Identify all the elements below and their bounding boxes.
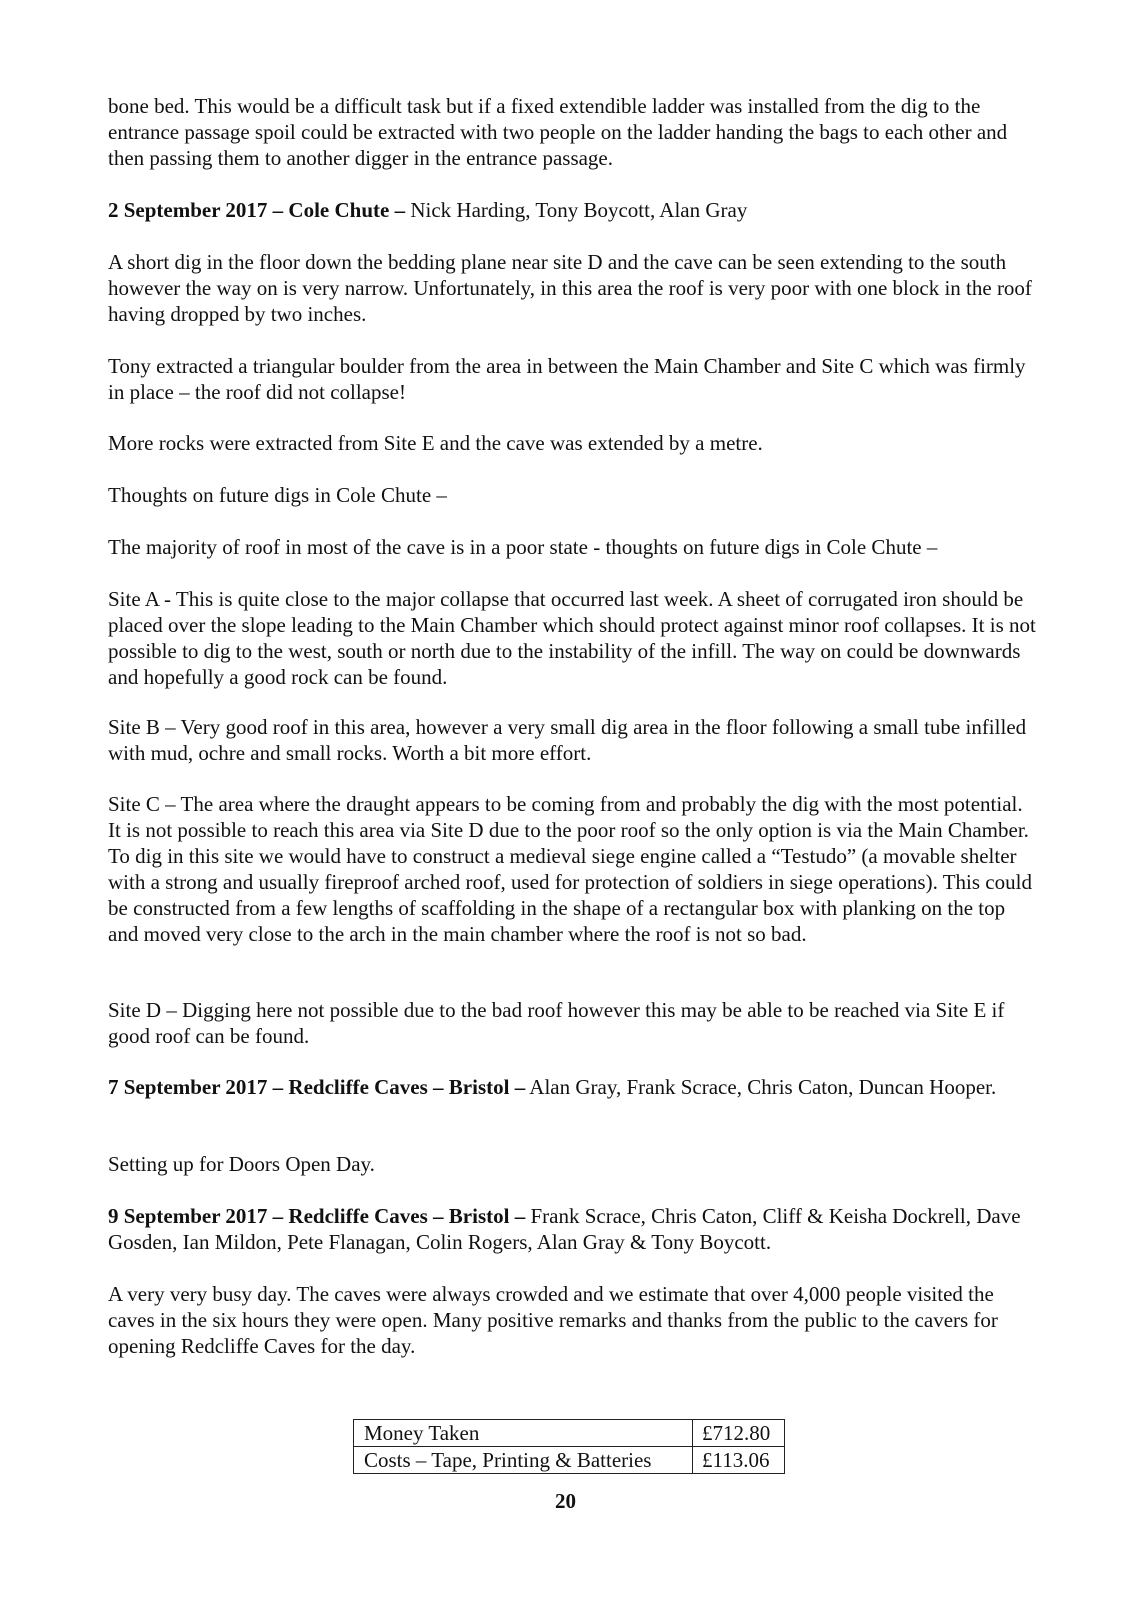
paragraph-text: Site C – The area where the draught appears to be coming from and probably the dig with the most potential. It is not possible to reach this area via Site D due to the poor roof so the only option is via the Main Chamber. To dig in this site we would have to construct a medieval siege engine called a “Testudo” (a movable shelter with a strong and usually fireproof arched roof, used for protection of soldiers in siege operations). This could be constructed from a few lengths of scaffolding in the shape of a rectangular box with planking on the top and moved very close to the arch in the main chamber where the roof is not so bad. (108, 792, 1032, 946)
paragraph-text: Setting up for Doors Open Day. (108, 1152, 375, 1176)
money-table (353, 1419, 785, 1474)
entry-date-location: 7 September 2017 – Redcliffe Caves – Bristol – (108, 1075, 526, 1099)
page-number: 20 (555, 1489, 576, 1513)
entry-heading-7-september (108, 1074, 1038, 1100)
table-row (354, 1447, 785, 1474)
paragraph-short-dig (108, 249, 1038, 327)
money-taken-amount: £712.80 (693, 1420, 785, 1447)
paragraph-text: The majority of roof in most of the cave is in a poor state - thoughts on future digs in Cole Chute – (108, 535, 938, 559)
table-row (354, 1420, 785, 1447)
entry-heading-9-september (108, 1203, 1038, 1255)
paragraph-more-rocks (108, 430, 1038, 456)
paragraph-triangular-boulder (108, 353, 1038, 405)
paragraph-text: A very very busy day. The caves were always crowded and we estimate that over 4,000 people visited the caves in the six hours they were open. Many positive remarks and thanks from the public to the cavers for opening Redcliffe Caves for the day. (108, 1282, 998, 1358)
costs-label: Costs – Tape, Printing & Batteries (354, 1447, 693, 1474)
paragraph-setting-up (108, 1151, 1038, 1177)
paragraph-busy-day (108, 1281, 1038, 1359)
entry-attendees: Nick Harding, Tony Boycott, Alan Gray (405, 198, 748, 222)
paragraph-bone-bed (108, 93, 1038, 171)
paragraph-site-b (108, 714, 1038, 766)
entry-date-location: 2 September 2017 – Cole Chute – (108, 198, 406, 222)
paragraph-text: Tony extracted a triangular boulder from the area in between the Main Chamber and Site C which was firmly in place – the roof did not collapse! (108, 354, 1026, 404)
paragraph-text: A short dig in the floor down the bedding plane near site D and the cave can be seen extending to the south however the way on is very narrow. Unfortunately, in this area the roof is very poor with one block in the roof having dropped by two inches. (108, 250, 1032, 326)
paragraph-thoughts (108, 482, 1038, 508)
entry-attendees: Alan Gray, Frank Scrace, Chris Caton, Duncan Hooper. (525, 1075, 997, 1099)
paragraph-site-d (108, 997, 1038, 1049)
entry-date-location: 9 September 2017 – Redcliffe Caves – Bristol – (108, 1204, 526, 1228)
paragraph-text: Thoughts on future digs in Cole Chute – (108, 483, 447, 507)
paragraph-text: bone bed. This would be a difficult task but if a fixed extendible ladder was installed from the dig to the entrance passage spoil could be extracted with two people on the ladder handing the bags to each other and then passing them to another digger in the entrance passage. (108, 94, 1008, 170)
entry-attendees: Frank Scrace, Chris Caton, Cliff & Keisha Dockrell, Dave Gosden, Ian Mildon, Pete Flanagan, Colin Rogers, Alan Gray & Tony Boycott. (108, 1204, 1021, 1254)
paragraph-text: Site A - This is quite close to the major collapse that occurred last week. A sheet of corrugated iron should be placed over the slope leading to the Main Chamber which should protect against minor roof collapses. It is not possible to dig to the west, south or north due to the instability of the infill. The way on could be downwards and hopefully a good rock can be found. (108, 587, 1036, 689)
money-taken-label: Money Taken (354, 1420, 693, 1447)
paragraph-text: Site B – Very good roof in this area, however a very small dig area in the floor following a small tube infilled with mud, ochre and small rocks. Worth a bit more effort. (108, 715, 1027, 765)
entry-heading-2-september (108, 197, 1038, 223)
costs-amount: £113.06 (693, 1447, 785, 1474)
paragraph-majority-of-roof (108, 534, 1038, 560)
paragraph-text: Site D – Digging here not possible due to the bad roof however this may be able to be reached via Site E if good roof can be found. (108, 998, 1005, 1048)
paragraph-text: More rocks were extracted from Site E and the cave was extended by a metre. (108, 431, 763, 455)
paragraph-site-c (108, 791, 1038, 947)
paragraph-site-a (108, 586, 1038, 690)
